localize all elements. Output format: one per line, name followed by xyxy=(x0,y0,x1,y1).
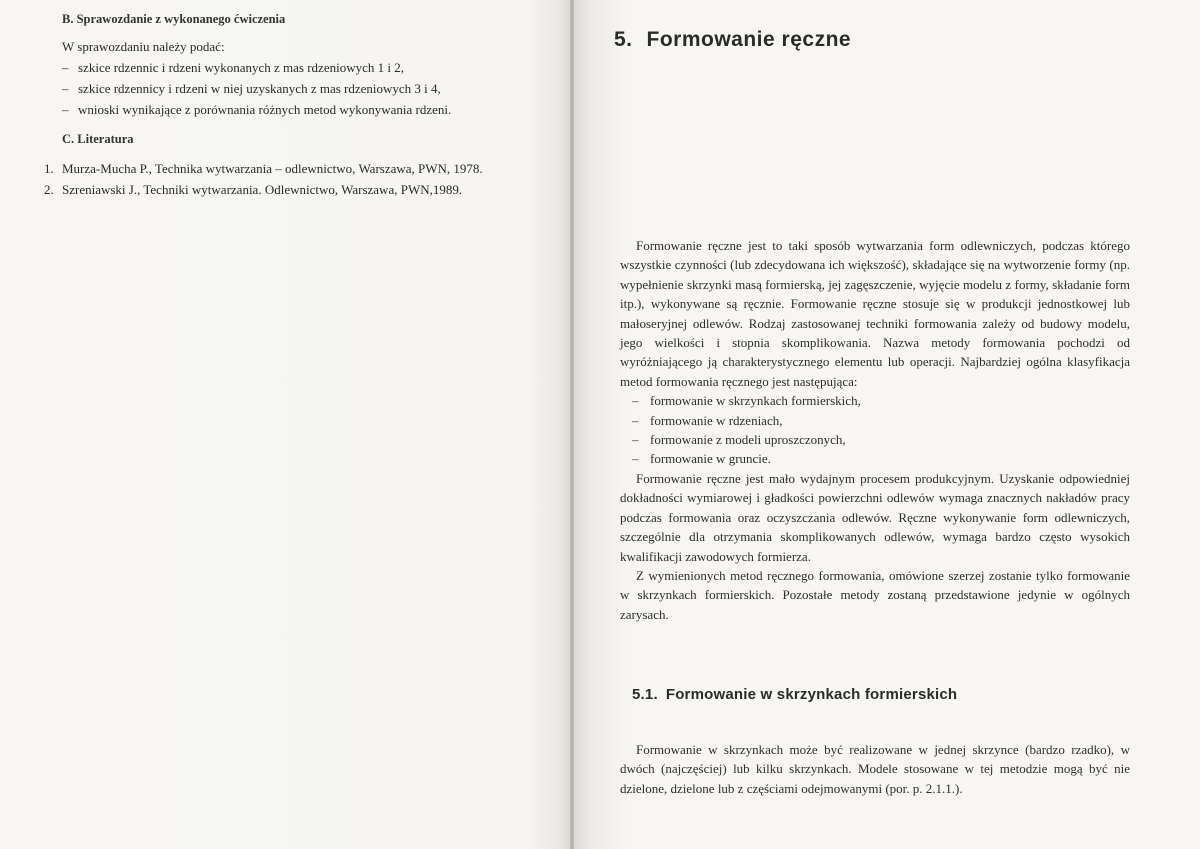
list-item: – wnioski wynikające z porównania różnych metod wykonywania rdzeni. xyxy=(62,102,452,117)
chapter-number: 5. xyxy=(614,28,633,51)
paragraph-intro: Formowanie ręczne jest to taki sposób wytwarzania form odlewniczych, podczas którego wszystkie czynności (lub zdecydowana ich większość), składające się na wytworzenie formy (np. wypełnienie skrzynki masą formierską, jej zagęszczenie, wyjęcie modelu z formy, składanie form itp.), wykonywane są ręcznie. Formowanie ręczne stosuje się w produkcji jednostkowej lub małoseryjnej odlewów. Rodzaj zastosowanej techniki formowania zależy od budowy modelu, jego wielkości i stopnia skomplikowania. Nazwa metody formowania pochodzi od wyróżniającego ją charakterystycznego elementu lub operacji. Najbardziej ogólna klasyfikacja metod formowania ręcznego jest następująca: xyxy=(620,238,1130,389)
list-item: – formowanie w skrzynkach formierskich, xyxy=(632,393,861,409)
reference-item: 2. Szreniawski J., Techniki wytwarzania. Odlewnictwo, Warszawa, PWN,1989. xyxy=(44,182,463,197)
subsection-title-text: Formowanie w skrzynkach formierskich xyxy=(665,686,958,703)
list-item: – formowanie w rdzeniach, xyxy=(632,412,783,428)
section-c-heading: C. Literatura xyxy=(62,132,134,146)
section-b-body xyxy=(62,36,542,120)
list-item: – szkice rdzennicy i rdzeni w niej uzyskanych z mas rdzeniowych 3 i 4, xyxy=(62,81,441,96)
left-page xyxy=(0,0,572,849)
list-item: – formowanie z modeli uproszczonych, xyxy=(632,432,846,448)
section-b-list xyxy=(62,57,542,120)
section-b-intro: W sprawozdaniu należy podać: xyxy=(62,39,225,54)
references xyxy=(44,158,554,200)
list-item: – szkice rdzennic i rdzeni wykonanych z mas rdzeniowych 1 i 2, xyxy=(62,60,404,75)
reference-list xyxy=(44,158,554,200)
chapter-title xyxy=(614,28,851,52)
methods-list xyxy=(620,391,1130,469)
subsection-body xyxy=(620,740,1130,798)
section-b-heading: B. Sprawozdanie z wykonanego ćwiczenia xyxy=(62,12,286,26)
chapter-title-text: Formowanie ręczne xyxy=(646,28,852,51)
chapter-body xyxy=(620,236,1130,624)
book-gutter xyxy=(570,0,574,849)
subsection-title xyxy=(632,686,957,703)
paragraph-efficiency: Formowanie ręczne jest mało wydajnym procesem produkcyjnym. Uzyskanie odpowiedniej dokładności wymiarowej i gładkości powierzchni odlewów wymaga znacznych nakładów pracy podczas formowania oraz oczyszczania odlewów. Ręczne wykonywanie form odlewniczych, szczególnie dla otrzymania skomplikowanych odlewów, wymaga bardzo często wysokich kwalifikacji zawodowych formierza. xyxy=(620,470,1130,564)
paragraph-flask-molding: Formowanie w skrzynkach może być realizowane w jednej skrzynce (bardzo rzadko), w dwóch (najczęściej) lub kilku skrzynkach. Modele stosowane w tej metodzie mogą być nie dzielone, dzielone lub z częściami odejmowanymi (por. p. 2.1.1.). xyxy=(620,742,1130,796)
subsection-number: 5.1. xyxy=(632,686,658,703)
reference-item: 1. Murza-Mucha P., Technika wytwarzania – odlewnictwo, Warszawa, PWN, 1978. xyxy=(44,161,483,176)
paragraph-scope: Z wymienionych metod ręcznego formowania, omówione szerzej zostanie tylko formowanie w skrzynkach formierskich. Pozostałe metody zostaną przedstawione jedynie w ogólnych zarysach. xyxy=(620,567,1130,622)
list-item: – formowanie w gruncie. xyxy=(632,451,771,467)
